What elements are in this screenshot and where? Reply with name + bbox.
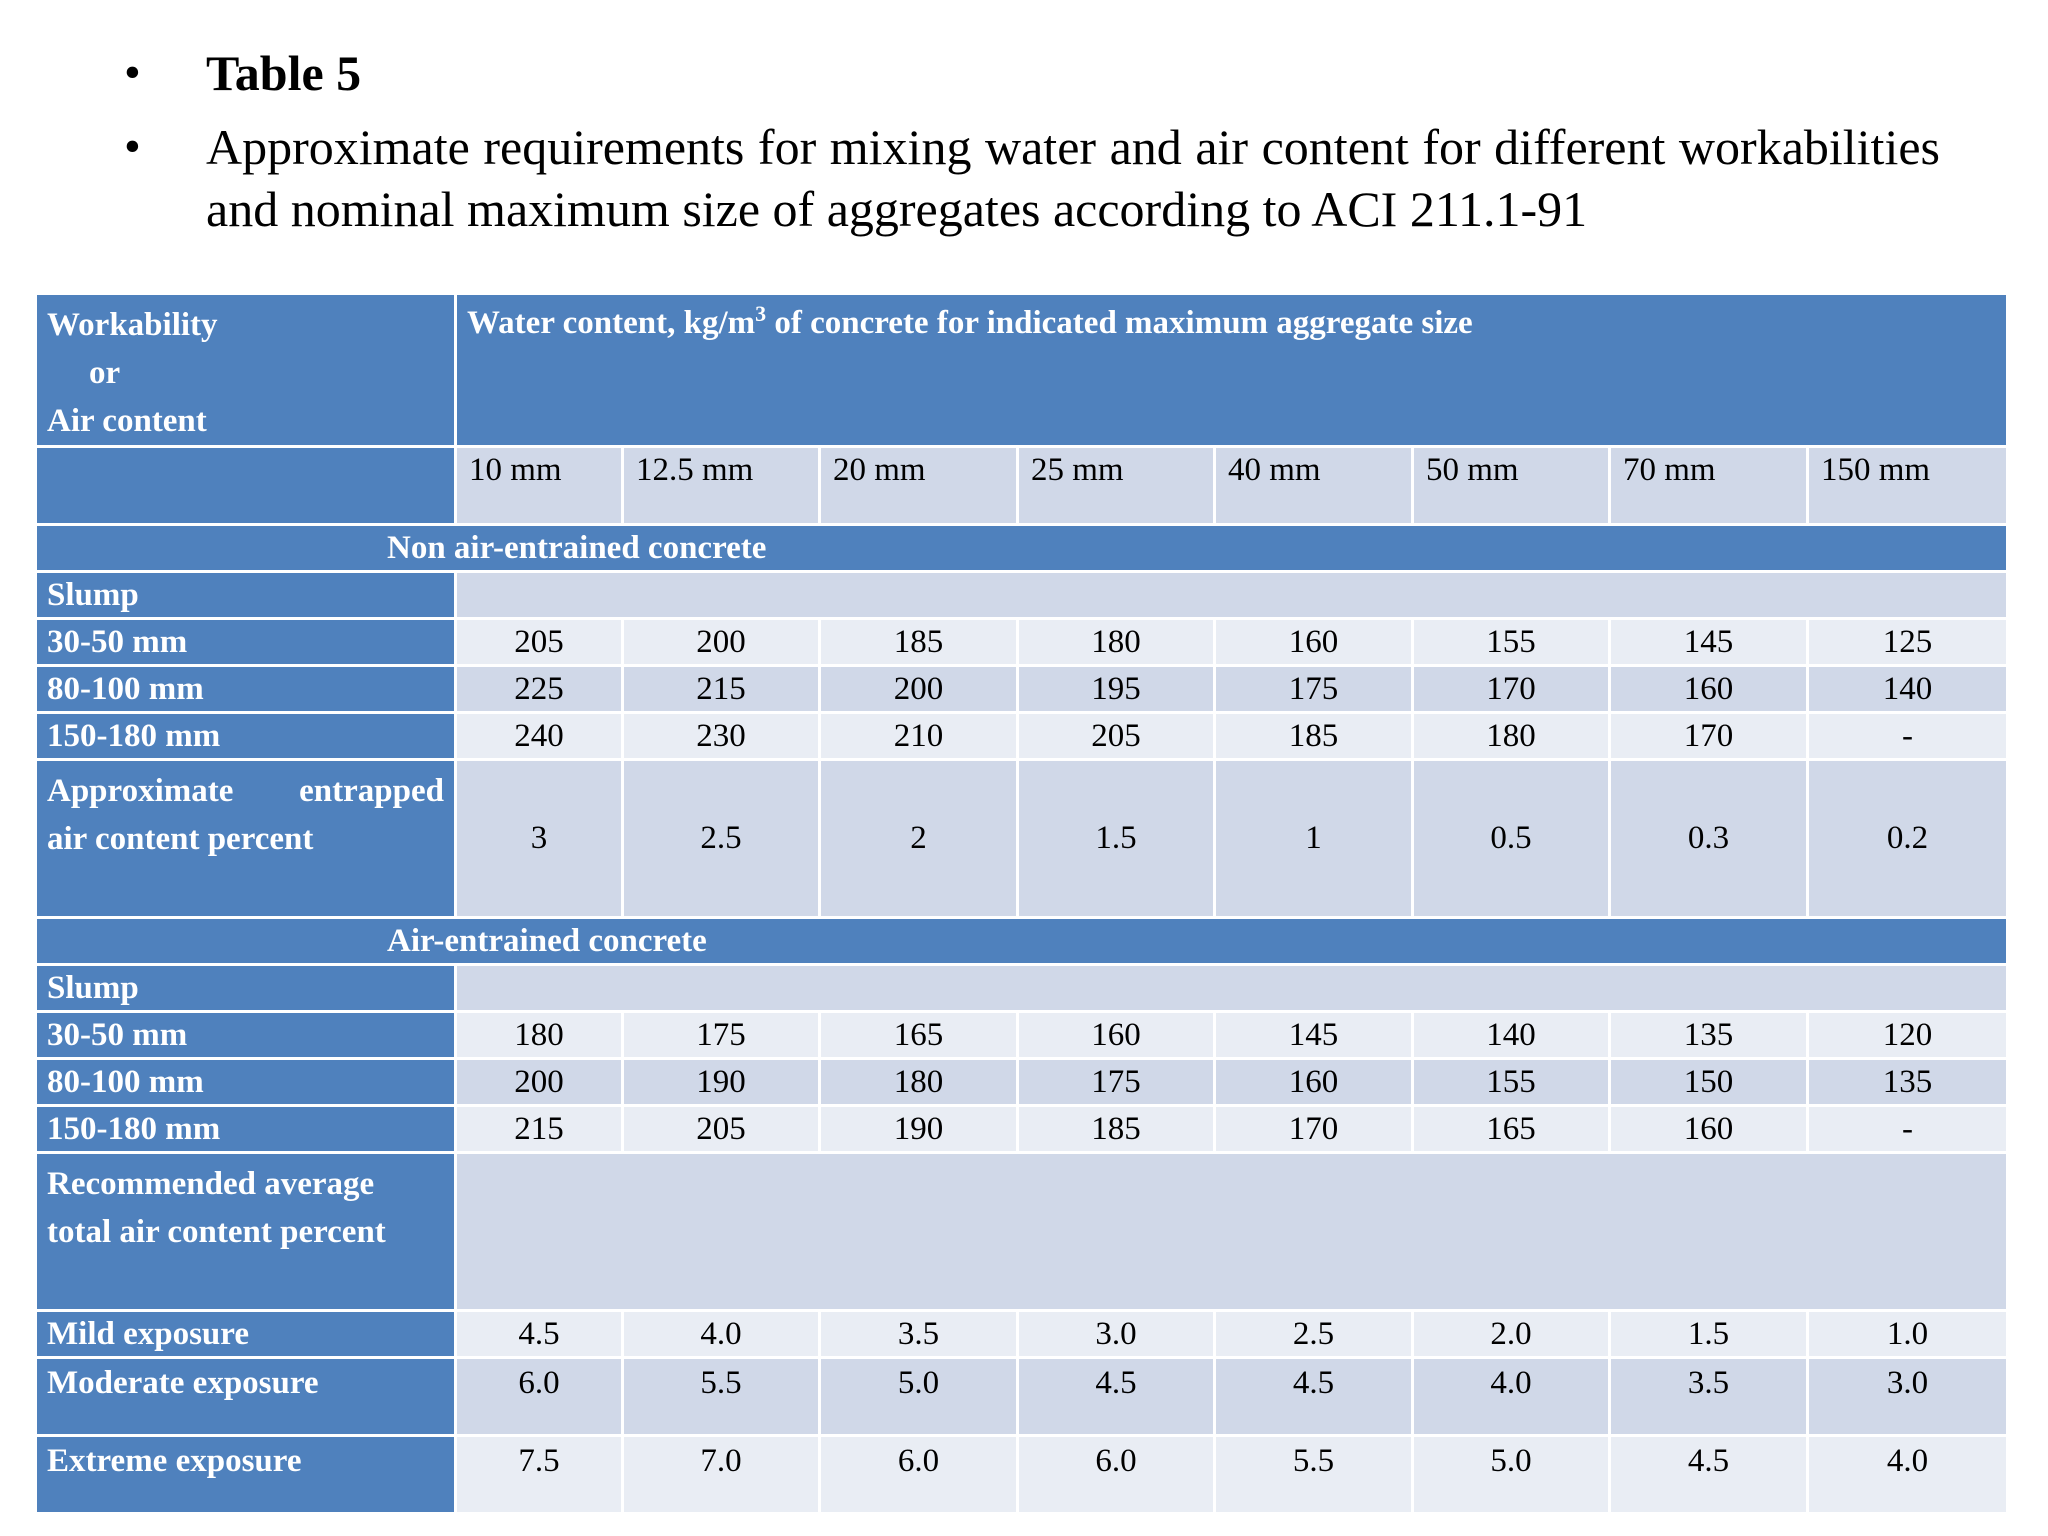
slump-row-air [36, 965, 2008, 1012]
air-row-2-value-0: 215 [456, 1106, 623, 1153]
air-row-1-value-1: 190 [623, 1059, 820, 1106]
entrapped-air-label-word-b: entrapped [299, 773, 444, 809]
workability-header-cell [36, 294, 456, 447]
water-content-header-cell [456, 294, 2008, 447]
exposure-row-0-value-3: 3.0 [1018, 1311, 1215, 1358]
workability-header-line1: Workability [47, 307, 218, 343]
exposure-row-2-value-7: 4.0 [1808, 1436, 2008, 1514]
bullet-item-title [120, 42, 1940, 104]
size-cell-6: 70 mm [1610, 447, 1808, 525]
non-air-row-0 [36, 619, 2008, 666]
slump-blank-air [456, 965, 2008, 1012]
bullet-marker: • [124, 46, 141, 99]
air-row-1-value-0: 200 [456, 1059, 623, 1106]
non-air-row-0-label: 30-50 mm [36, 619, 456, 666]
bullet-list [120, 42, 1940, 240]
table-title: Table 5 [206, 45, 362, 101]
section-title-air: Air-entrained concrete [36, 918, 2008, 965]
bullet-marker: • [124, 120, 141, 173]
exposure-row-2-value-2: 6.0 [820, 1436, 1018, 1514]
non-air-row-1-value-7: 140 [1808, 666, 2008, 713]
exposure-row-0-label: Mild exposure [36, 1311, 456, 1358]
exposure-row-0-value-0: 4.5 [456, 1311, 623, 1358]
non-air-row-0-value-1: 200 [623, 619, 820, 666]
bullet-item-description [120, 116, 1940, 240]
non-air-row-1-label: 80-100 mm [36, 666, 456, 713]
exposure-row-1-value-7: 3.0 [1808, 1358, 2008, 1436]
non-air-row-2-value-6: 170 [1610, 713, 1808, 760]
size-cell-1: 12.5 mm [623, 447, 820, 525]
entrapped-air-value-0: 3 [456, 760, 623, 918]
recommended-air-label-line2: total air content percent [47, 1214, 386, 1250]
non-air-row-2-value-5: 180 [1413, 713, 1610, 760]
entrapped-air-label-line1 [47, 767, 444, 815]
exposure-row-2-value-6: 4.5 [1610, 1436, 1808, 1514]
entrapped-air-value-6: 0.3 [1610, 760, 1808, 918]
entrapped-air-label [36, 760, 456, 918]
non-air-row-1-value-0: 225 [456, 666, 623, 713]
air-row-0-value-1: 175 [623, 1012, 820, 1059]
air-row-0-value-7: 120 [1808, 1012, 2008, 1059]
section-row-non-air [36, 525, 2008, 572]
entrapped-air-value-7: 0.2 [1808, 760, 2008, 918]
air-row-2-value-7: - [1808, 1106, 2008, 1153]
exposure-row-2-label: Extreme exposure [36, 1436, 456, 1514]
exposure-row-1-value-6: 3.5 [1610, 1358, 1808, 1436]
size-cell-7: 150 mm [1808, 447, 2008, 525]
air-row-1-value-4: 160 [1215, 1059, 1413, 1106]
header-row [36, 294, 2008, 447]
entrapped-air-value-3: 1.5 [1018, 760, 1215, 918]
non-air-row-1-value-2: 200 [820, 666, 1018, 713]
non-air-row-2-value-3: 205 [1018, 713, 1215, 760]
air-row-2-value-2: 190 [820, 1106, 1018, 1153]
exposure-row-1-value-1: 5.5 [623, 1358, 820, 1436]
slump-label-air: Slump [36, 965, 456, 1012]
non-air-row-2-value-4: 185 [1215, 713, 1413, 760]
non-air-row-2-value-7: - [1808, 713, 2008, 760]
air-row-0-value-5: 140 [1413, 1012, 1610, 1059]
section-title-non-air: Non air-entrained concrete [36, 525, 2008, 572]
entrapped-air-value-4: 1 [1215, 760, 1413, 918]
air-row-0-value-2: 165 [820, 1012, 1018, 1059]
exposure-row-2-value-3: 6.0 [1018, 1436, 1215, 1514]
size-row-label-cell [36, 447, 456, 525]
mixing-water-table [34, 292, 2009, 1515]
non-air-row-0-value-3: 180 [1018, 619, 1215, 666]
air-row-0-value-3: 160 [1018, 1012, 1215, 1059]
air-row-2 [36, 1106, 2008, 1153]
exposure-row-0-value-4: 2.5 [1215, 1311, 1413, 1358]
air-row-1-value-2: 180 [820, 1059, 1018, 1106]
exposure-row-0 [36, 1311, 2008, 1358]
entrapped-air-value-5: 0.5 [1413, 760, 1610, 918]
non-air-row-1-value-6: 160 [1610, 666, 1808, 713]
water-content-header-prefix: Water content, kg/m [467, 305, 756, 341]
size-cell-5: 50 mm [1413, 447, 1610, 525]
recommended-air-blank [456, 1153, 2008, 1311]
slump-blank-non-air [456, 572, 2008, 619]
exposure-row-0-value-5: 2.0 [1413, 1311, 1610, 1358]
air-row-1 [36, 1059, 2008, 1106]
size-cell-4: 40 mm [1215, 447, 1413, 525]
air-row-1-value-6: 150 [1610, 1059, 1808, 1106]
air-row-2-value-4: 170 [1215, 1106, 1413, 1153]
exposure-row-0-value-7: 1.0 [1808, 1311, 2008, 1358]
exposure-row-1-value-2: 5.0 [820, 1358, 1018, 1436]
air-row-1-value-5: 155 [1413, 1059, 1610, 1106]
exposure-row-1-value-3: 4.5 [1018, 1358, 1215, 1436]
air-row-2-value-6: 160 [1610, 1106, 1808, 1153]
size-cell-3: 25 mm [1018, 447, 1215, 525]
exposure-row-2-value-0: 7.5 [456, 1436, 623, 1514]
air-row-1-label: 80-100 mm [36, 1059, 456, 1106]
exposure-row-1 [36, 1358, 2008, 1436]
exposure-row-0-value-1: 4.0 [623, 1311, 820, 1358]
non-air-row-0-value-4: 160 [1215, 619, 1413, 666]
air-row-0-value-4: 145 [1215, 1012, 1413, 1059]
recommended-air-row [36, 1153, 2008, 1311]
non-air-row-1 [36, 666, 2008, 713]
exposure-row-0-value-2: 3.5 [820, 1311, 1018, 1358]
non-air-row-2 [36, 713, 2008, 760]
entrapped-air-value-1: 2.5 [623, 760, 820, 918]
slump-label-non-air: Slump [36, 572, 456, 619]
size-cell-0: 10 mm [456, 447, 623, 525]
non-air-row-0-value-0: 205 [456, 619, 623, 666]
air-row-2-label: 150-180 mm [36, 1106, 456, 1153]
workability-header-line3: Air content [47, 403, 207, 439]
air-row-2-value-1: 205 [623, 1106, 820, 1153]
table-body [36, 294, 2008, 1514]
section-row-air [36, 918, 2008, 965]
air-row-0-label: 30-50 mm [36, 1012, 456, 1059]
exposure-row-2-value-5: 5.0 [1413, 1436, 1610, 1514]
air-row-2-value-3: 185 [1018, 1106, 1215, 1153]
air-row-0 [36, 1012, 2008, 1059]
non-air-row-0-value-6: 145 [1610, 619, 1808, 666]
exposure-row-2-value-4: 5.5 [1215, 1436, 1413, 1514]
non-air-row-0-value-5: 155 [1413, 619, 1610, 666]
exposure-row-1-value-0: 6.0 [456, 1358, 623, 1436]
exposure-row-1-label: Moderate exposure [36, 1358, 456, 1436]
non-air-row-0-value-7: 125 [1808, 619, 2008, 666]
non-air-row-1-value-5: 170 [1413, 666, 1610, 713]
air-row-0-value-0: 180 [456, 1012, 623, 1059]
non-air-row-2-value-0: 240 [456, 713, 623, 760]
size-row [36, 447, 2008, 525]
water-content-header-sup: 3 [755, 301, 767, 326]
exposure-row-2-value-1: 7.0 [623, 1436, 820, 1514]
table-description: Approximate requirements for mixing water and air content for different workabilities and nominal maximum size of aggregates according to ACI 211.1-91 [206, 119, 1940, 237]
exposure-row-1-value-5: 4.0 [1413, 1358, 1610, 1436]
recommended-air-label [36, 1153, 456, 1311]
exposure-row-1-value-4: 4.5 [1215, 1358, 1413, 1436]
non-air-row-2-value-2: 210 [820, 713, 1018, 760]
air-row-1-value-7: 135 [1808, 1059, 2008, 1106]
exposure-row-0-value-6: 1.5 [1610, 1311, 1808, 1358]
entrapped-air-label-line2: air content percent [47, 821, 314, 857]
air-row-2-value-5: 165 [1413, 1106, 1610, 1153]
non-air-row-1-value-4: 175 [1215, 666, 1413, 713]
workability-header-line2: or [89, 355, 121, 391]
water-content-header-suffix: of concrete for indicated maximum aggregate size [766, 305, 1473, 341]
non-air-row-0-value-2: 185 [820, 619, 1018, 666]
air-row-1-value-3: 175 [1018, 1059, 1215, 1106]
entrapped-air-label-word-a: Approximate [47, 773, 234, 809]
exposure-row-2 [36, 1436, 2008, 1514]
non-air-row-2-value-1: 230 [623, 713, 820, 760]
non-air-row-1-value-3: 195 [1018, 666, 1215, 713]
slump-row-non-air [36, 572, 2008, 619]
size-cell-2: 20 mm [820, 447, 1018, 525]
recommended-air-label-line1: Recommended average [47, 1166, 375, 1202]
non-air-row-2-label: 150-180 mm [36, 713, 456, 760]
non-air-row-1-value-1: 215 [623, 666, 820, 713]
entrapped-air-row [36, 760, 2008, 918]
entrapped-air-value-2: 2 [820, 760, 1018, 918]
air-row-0-value-6: 135 [1610, 1012, 1808, 1059]
